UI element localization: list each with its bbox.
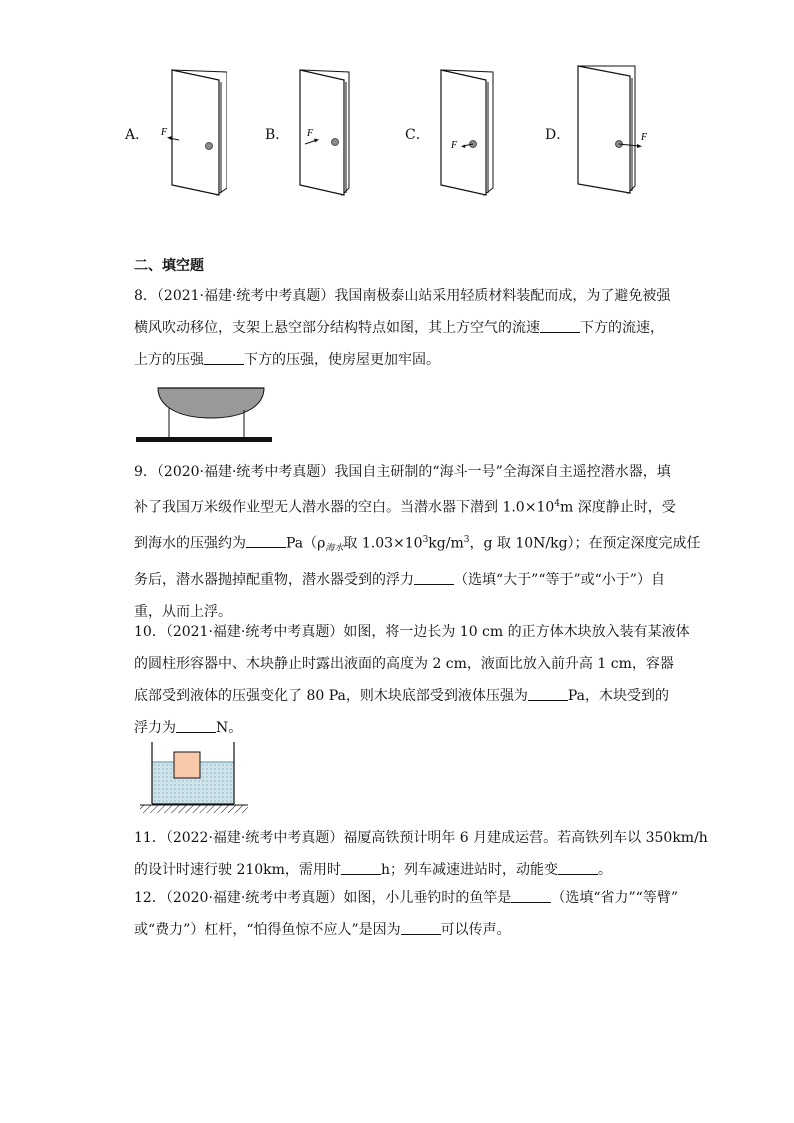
- force-label: F: [307, 128, 314, 139]
- answer-blank[interactable]: [401, 920, 441, 935]
- q9-line-1: 9．（2020·福建·统考中考真题）我国自主研制的“海斗一号”全海深自主遥控潜水器，填: [134, 464, 671, 480]
- q8-line-2: 横风吹动移位，支架上悬空部分结构特点如图，其上方空气的流速 下方的流速，: [134, 320, 664, 336]
- door-figure-b: [287, 60, 367, 200]
- answer-blank[interactable]: [540, 318, 580, 333]
- q8-line-3: 上方的压强 下方的压强，使房屋更加牢固。: [134, 352, 440, 368]
- answer-blank[interactable]: [528, 686, 568, 701]
- answer-blank[interactable]: [511, 888, 551, 903]
- force-label: F: [161, 127, 168, 138]
- door-options-row: [125, 60, 685, 210]
- q10-line-3: 底部受到液体的压强变化了 80 Pa，则木块底部受到液体压强为 Pa，木块受到的: [134, 688, 669, 704]
- q9-line-2: 补了我国万米级作业型无人潜水器的空白。当潜水器下潜到 $1.0\times 10^4m$ 深度静止时，受: [134, 499, 676, 516]
- option-label: B．: [265, 127, 290, 143]
- question-12: [134, 882, 678, 946]
- option-label: C．: [405, 127, 430, 143]
- question-9: [134, 456, 701, 628]
- door-option-c[interactable]: [405, 60, 525, 200]
- question-10: [134, 616, 690, 744]
- answer-blank[interactable]: [414, 570, 454, 585]
- answer-blank[interactable]: [204, 350, 244, 365]
- question-8: [134, 280, 671, 376]
- q12-line-1: 12．（2020·福建·统考中考真题）如图，小儿垂钓时的鱼竿是 （选填“省力”“等臂”: [134, 890, 678, 906]
- station-support-figure: [136, 380, 276, 446]
- q9-line-5: 重，从而上浮。: [134, 604, 232, 621]
- door-figure-c: [427, 60, 507, 200]
- q10-line-2: 的圆柱形容器中、木块静止时露出液面的高度为 2 cm，液面比放入前升高 1 cm，容器: [134, 656, 674, 672]
- answer-blank[interactable]: [341, 860, 381, 875]
- option-label: A．: [125, 127, 150, 143]
- door-option-a[interactable]: [125, 60, 245, 200]
- question-11: [134, 822, 708, 886]
- q8-line-1: 8．（2021·福建·统考中考真题）我国南极泰山站采用轻质材料装配而成，为了避免被强: [134, 288, 671, 304]
- answer-blank[interactable]: [176, 718, 216, 733]
- door-option-b[interactable]: [265, 60, 385, 200]
- q10-line-4: 浮力为 N。: [134, 720, 243, 736]
- q12-line-2: 或“费力”）杠杆，“怕得鱼惊不应人”是因为 可以传声。: [134, 922, 511, 938]
- q11-line-1: 11．（2022·福建·统考中考真题）福厦高铁预计明年 6 月建成运营。若高铁列车以 350km/h: [134, 830, 708, 846]
- q9-line-4: 务后，潜水器抛掉配重物，潜水器受到的浮力 （选填“大于”“等于”或“小于”）自: [134, 572, 665, 589]
- force-label: F: [451, 140, 458, 151]
- container-block-figure: [138, 740, 254, 816]
- answer-blank[interactable]: [558, 860, 598, 875]
- q10-line-1: 10．（2021·福建·统考中考真题）如图，将一边长为 10 cm 的正方体木块放入装有某液体: [134, 624, 690, 640]
- q11-line-2: 的设计时速行驶 210km，需用时 h；列车减速进站时，动能变 。: [134, 862, 612, 878]
- door-option-d[interactable]: [545, 60, 665, 200]
- option-label: D．: [545, 127, 571, 143]
- q9-line-3: 到海水的压强约为 $Pa(\rho_{海水}$取 $1.03\times 10^3kg/m^3$，g 取 10N/kg）；在预定深度完成任: [134, 534, 701, 554]
- answer-blank[interactable]: [246, 533, 286, 548]
- door-figure-a: [147, 60, 227, 200]
- force-label: F: [641, 132, 648, 143]
- section-title: 二、填空题: [134, 258, 204, 274]
- door-figure-d: [567, 60, 657, 200]
